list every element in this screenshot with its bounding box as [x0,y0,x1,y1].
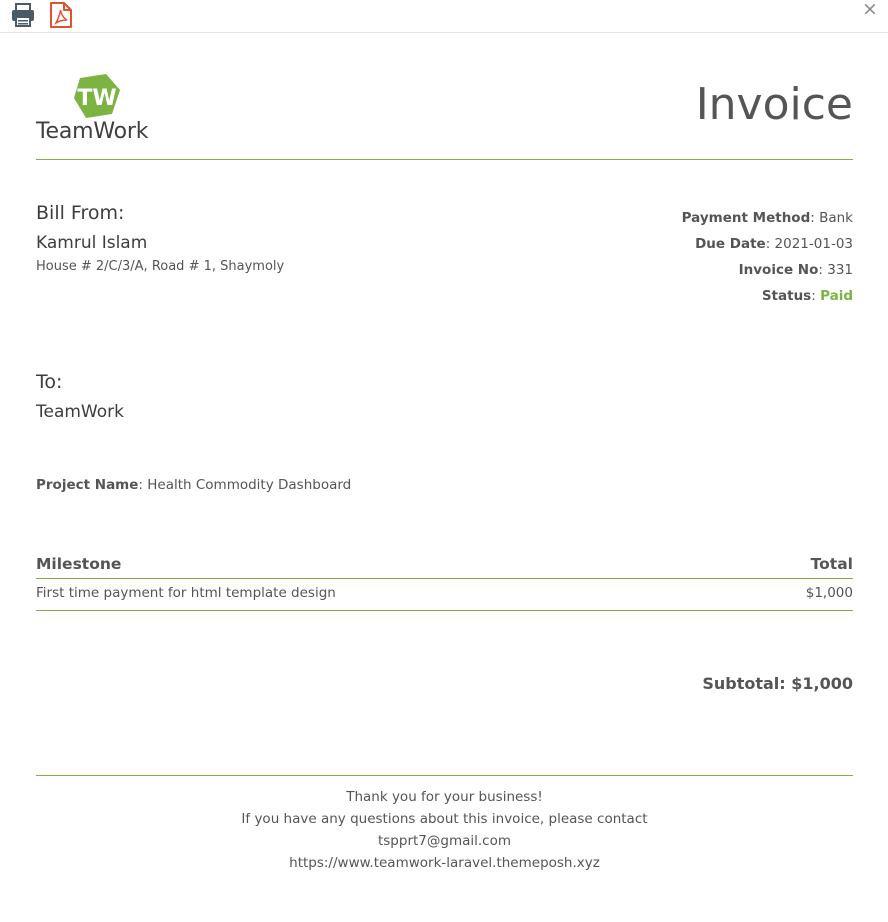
logo-initials: TW [77,86,117,111]
footer-thanks: Thank you for your business! [346,789,543,805]
milestone-cell: First time payment for html template design [36,585,336,601]
invoice-no-row [682,261,853,287]
invoice-no-label: Invoice No [738,262,819,278]
bill-from-heading: Bill From: [36,202,125,224]
status-badge: Paid [820,288,853,304]
close-icon: × [862,0,878,20]
payment-method-row [682,209,853,235]
status-label: Status [761,288,812,304]
modal-toolbar [0,0,888,33]
project-name-value: : Health Commodity Dashboard [138,477,352,493]
total-cell: $1,000 [805,585,853,601]
table-bottom-divider [36,610,853,611]
table-row [36,585,853,607]
footer-divider [36,775,853,776]
due-date-row [682,235,853,261]
footer-contact-note: If you have any questions about this invoice, please contact [241,811,648,827]
bill-to-heading: To: [36,371,63,393]
logo-badge [72,74,122,120]
bill-from-address: House # 2/C/3/A, Road # 1, Shaymoly [36,259,285,274]
column-header-total: Total [810,555,853,573]
footer-website: https://www.teamwork-laravel.themeposh.xyz [289,855,600,871]
print-button[interactable] [10,1,38,29]
print-icon [10,1,38,29]
pdf-button[interactable] [47,1,75,29]
footer-email: tspprt7@gmail.com [377,833,512,849]
invoice-title: Invoice [695,79,853,130]
logo-name: TeamWork [36,119,149,144]
header-divider [36,159,853,160]
invoice-footer [36,786,853,874]
invoice-meta [682,209,853,313]
payment-method-label: Payment Method [681,210,811,226]
project-name-line [36,477,351,493]
teamwork-logo [36,74,158,146]
pdf-file-icon [47,1,75,29]
payment-method-value: : Bank [810,210,853,226]
project-name-label: Project Name [36,477,139,493]
bill-to-name: TeamWork [36,402,124,422]
invoice-no-value: : 331 [818,262,853,278]
subtotal: Subtotal: $1,000 [702,674,853,693]
status-separator: : [811,288,821,304]
close-button[interactable] [861,0,879,18]
bill-from-name: Kamrul Islam [36,233,148,253]
status-row [682,287,853,313]
due-date-label: Due Date [695,236,766,252]
table-header-divider [36,578,853,579]
milestone-table-header [36,555,853,577]
column-header-milestone: Milestone [36,555,122,573]
due-date-value: : 2021-01-03 [765,236,853,252]
